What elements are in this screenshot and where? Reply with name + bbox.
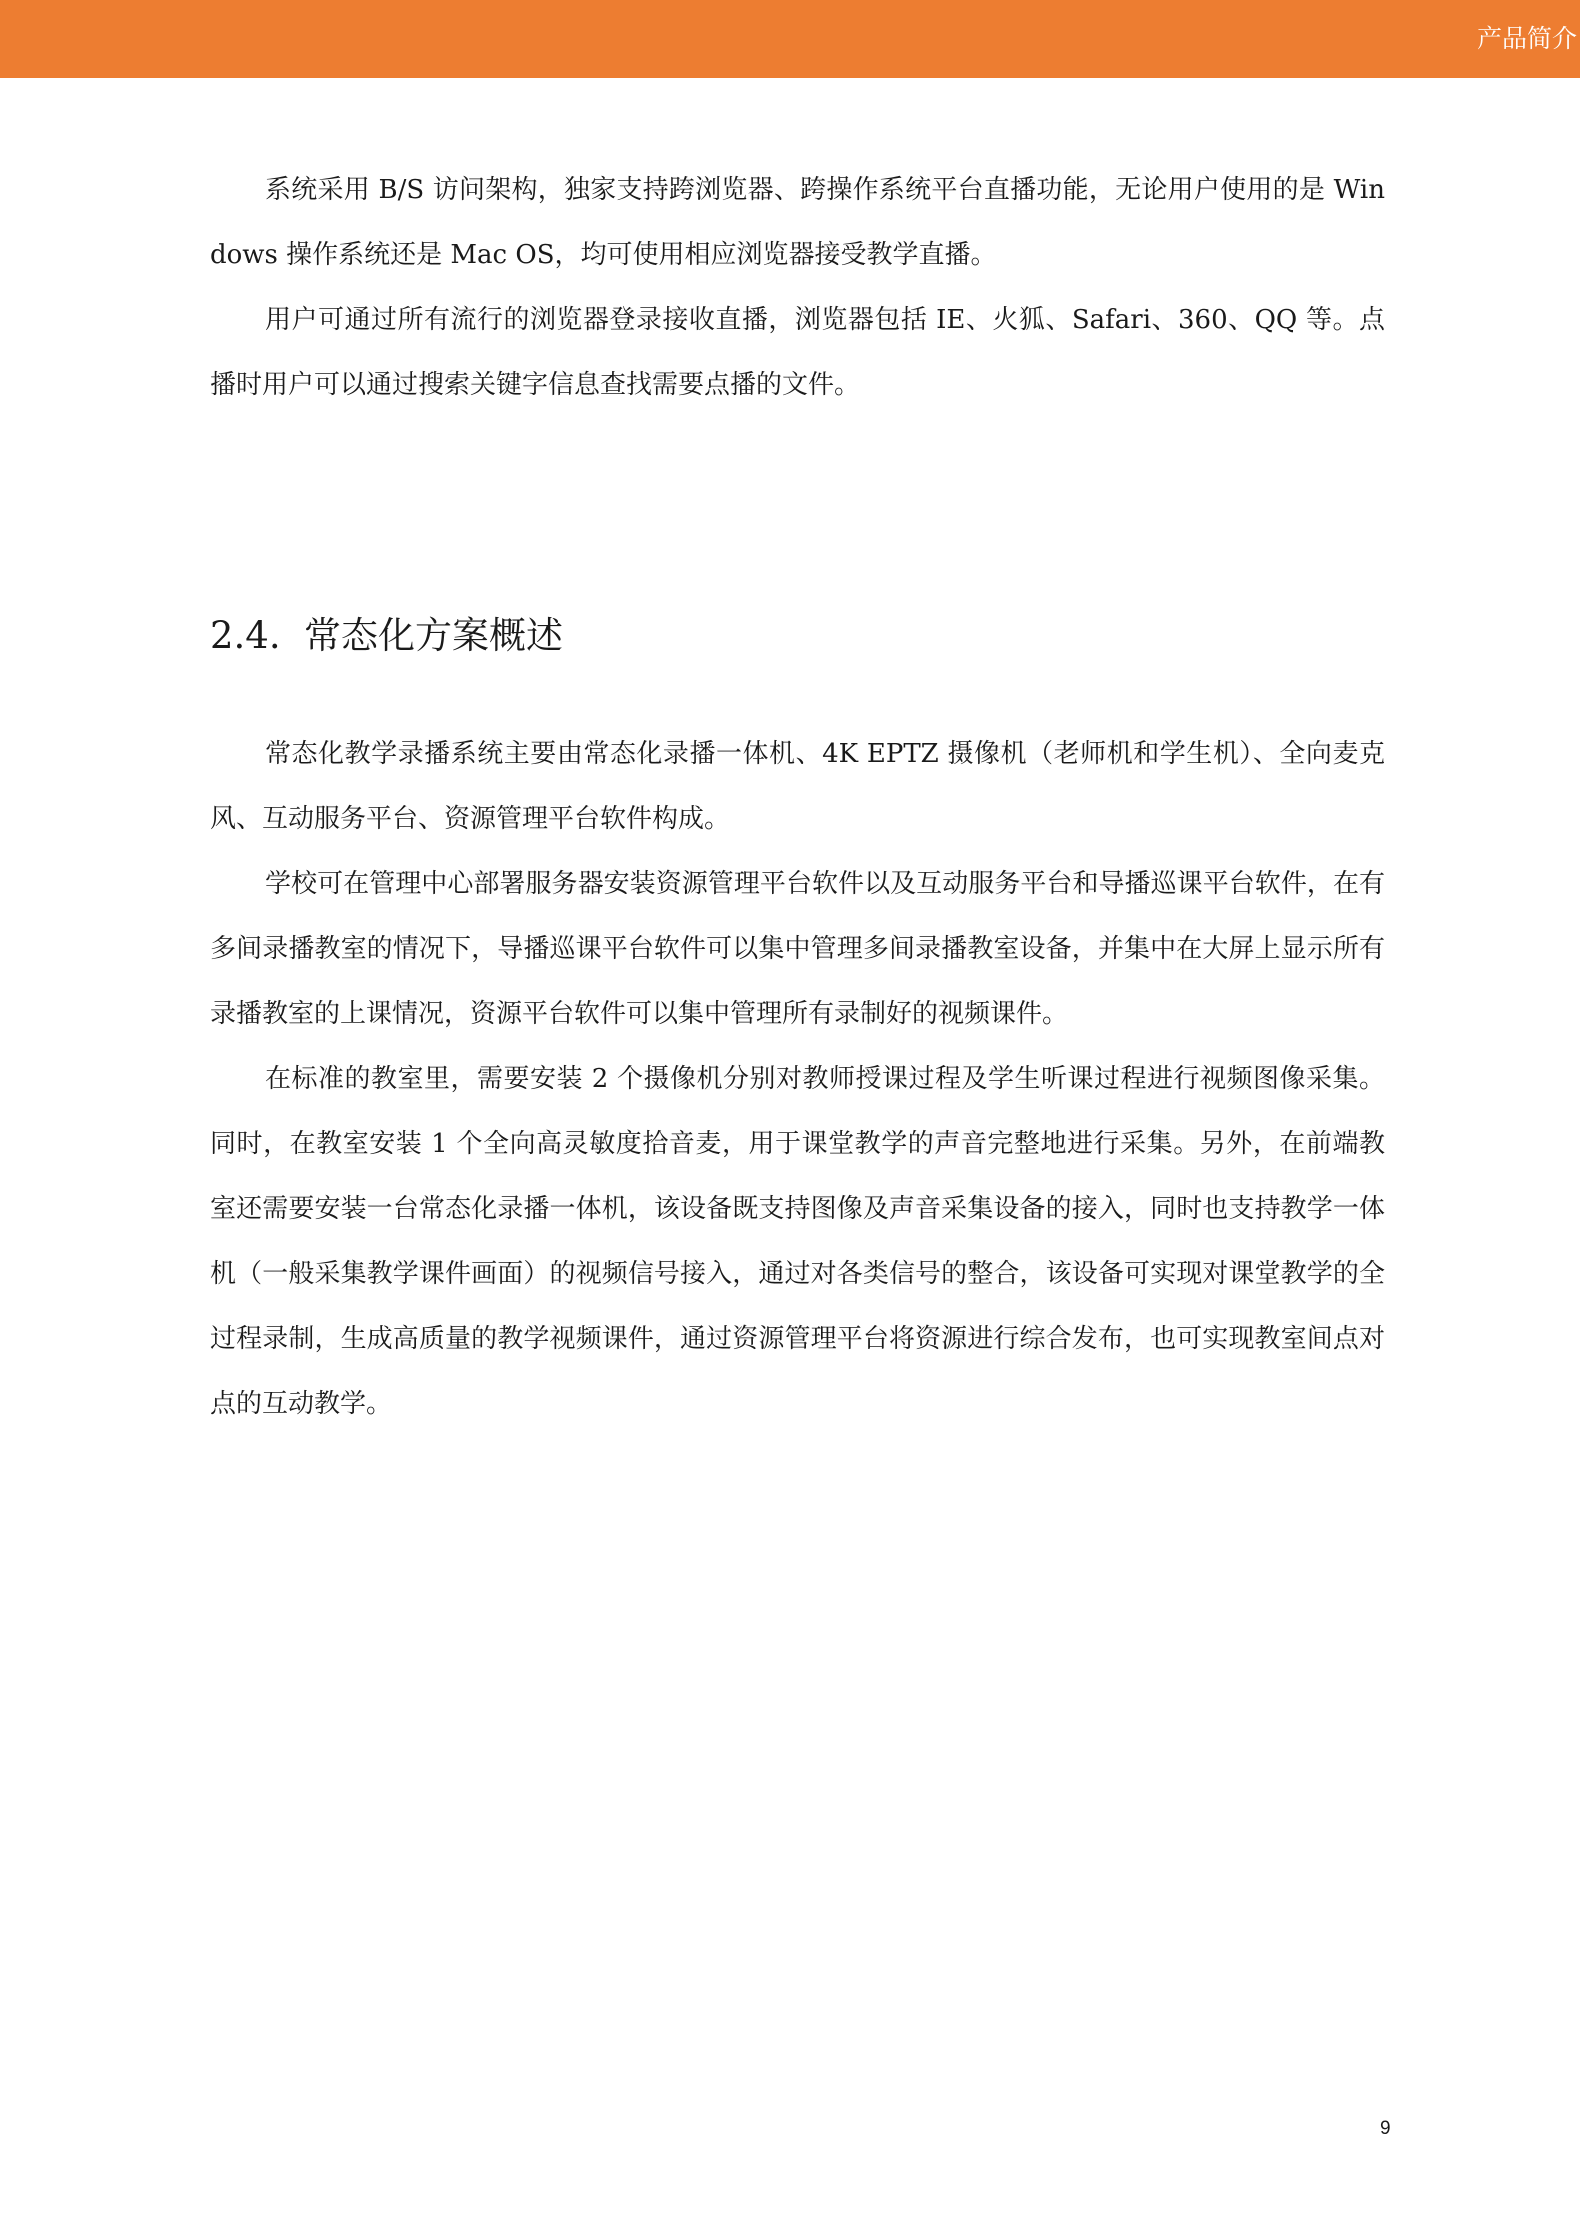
body-paragraph: 用户可通过所有流行的浏览器登录接收直播，浏览器包括 IE、火狐、Safari、360、QQ 等。点播时用户可以通过搜索关键字信息查找需要点播的文件。	[210, 305, 1385, 400]
section-title: 常态化方案概述	[304, 614, 563, 657]
header-bar	[0, 0, 1580, 78]
body-paragraph: 常态化教学录播系统主要由常态化录播一体机、4K EPTZ 摄像机（老师机和学生机）、全向麦克风、互动服务平台、资源管理平台软件构成。	[210, 739, 1385, 834]
body-paragraph: 系统采用 B/S 访问架构，独家支持跨浏览器、跨操作系统平台直播功能，无论用户使用的是 Windows 操作系统还是 Mac OS，均可使用相应浏览器接受教学直播。	[210, 175, 1385, 270]
page-number: 9	[1380, 2118, 1391, 2139]
header-section-label: 产品简介	[1476, 24, 1577, 53]
body-paragraph: 在标准的教室里，需要安装 2 个摄像机分别对教师授课过程及学生听课过程进行视频图像采集。同时，在教室安装 1 个全向高灵敏度拾音麦，用于课堂教学的声音完整地进行采集。另外，在前端教室还需要安装一台常态化录播一体机，该设备既支持图像及声音采集设备的接入，同时也支持教学一体机（一般采集教学课件画面）的视频信号接入，通过对各类信号的整合，该设备可实现对课堂教学的全过程录制，生成高质量的教学视频课件，通过资源管理平台将资源进行综合发布，也可实现教室间点对点的互动教学。	[210, 1064, 1385, 1419]
section-number: 2.4.	[210, 614, 281, 657]
section-heading	[210, 608, 563, 664]
body-paragraph: 学校可在管理中心部署服务器安装资源管理平台软件以及互动服务平台和导播巡课平台软件，在有多间录播教室的情况下，导播巡课平台软件可以集中管理多间录播教室设备，并集中在大屏上显示所有录播教室的上课情况，资源平台软件可以集中管理所有录制好的视频课件。	[210, 869, 1385, 1029]
